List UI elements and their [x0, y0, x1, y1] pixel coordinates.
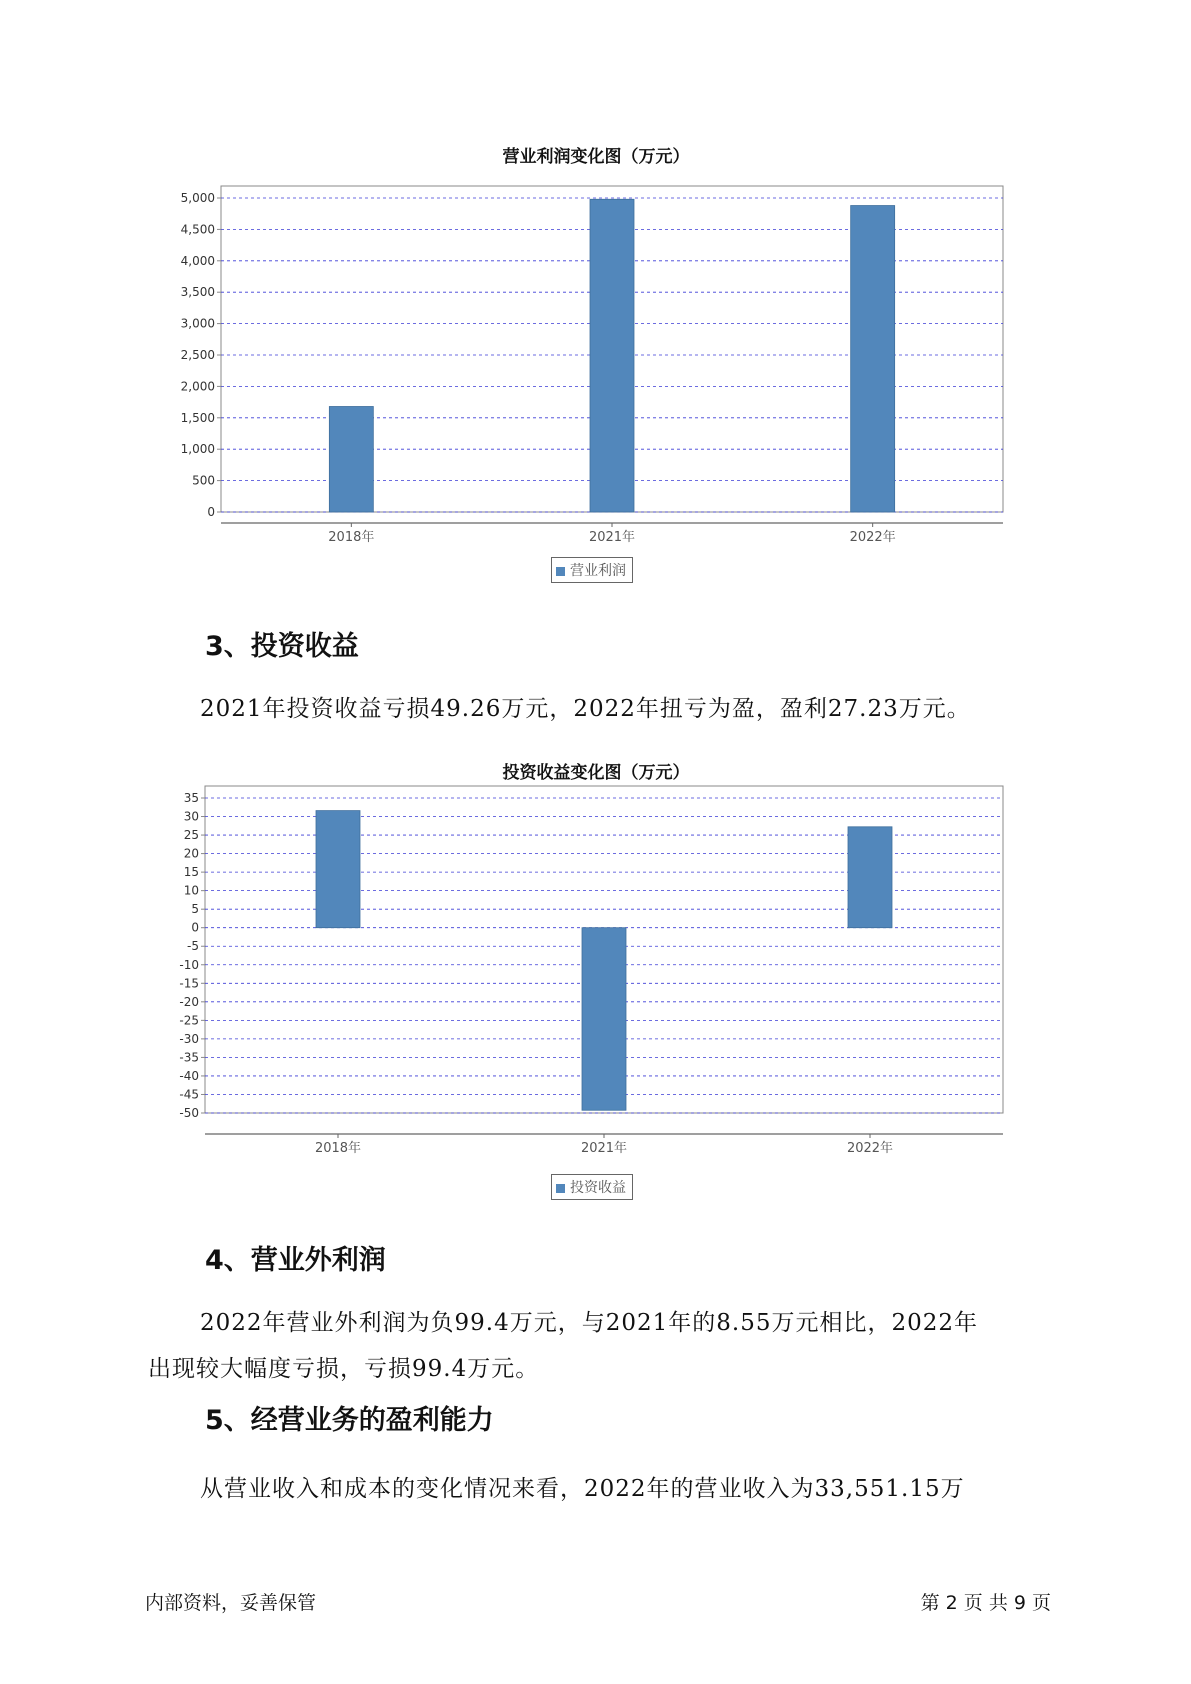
- y-tick-label: 15: [183, 865, 199, 880]
- bar-2022年: [848, 827, 892, 928]
- y-tick-label: -30: [179, 1031, 199, 1046]
- x-tick-label: 2021年: [588, 530, 636, 545]
- section-4-paragraph-line2: 出现较大幅度亏损，亏损99.4万元。: [148, 1356, 540, 1382]
- section-4-heading: 4、营业外利润: [205, 1245, 386, 1276]
- section-5-paragraph: 从营业收入和成本的变化情况来看，2022年的营业收入为33,551.15万: [200, 1476, 965, 1502]
- section-5-heading: 5、经营业务的盈利能力: [205, 1405, 494, 1436]
- y-tick-label: 30: [183, 809, 199, 824]
- y-tick-label: 25: [183, 828, 199, 843]
- y-tick-label: 5: [191, 902, 199, 917]
- y-tick-label: 4,500: [180, 222, 215, 237]
- y-tick-label: 2,500: [180, 348, 215, 362]
- section-3-heading: 3、投资收益: [205, 631, 359, 662]
- bar-2021年: [582, 928, 626, 1111]
- legend-swatch: [556, 1184, 565, 1193]
- y-tick-label: -20: [179, 994, 199, 1009]
- y-tick-label: 1,500: [180, 410, 215, 425]
- y-tick-label: -50: [179, 1106, 199, 1120]
- y-tick-label: 10: [183, 883, 199, 898]
- chart2-legend-label: 投资收益: [570, 1180, 626, 1196]
- y-tick-label: -5: [187, 939, 199, 954]
- x-tick-label: 2018年: [314, 1141, 362, 1156]
- chart1-legend-label: 营业利润: [570, 563, 626, 579]
- y-tick-label: -25: [179, 1013, 199, 1028]
- x-tick-label: 2021年: [580, 1141, 628, 1156]
- y-tick-label: -35: [179, 1050, 199, 1065]
- y-tick-label: -10: [179, 957, 199, 972]
- y-tick-label: -40: [179, 1068, 199, 1083]
- section-3-paragraph: 2021年投资收益亏损49.26万元，2022年扭亏为盈，盈利27.23万元。: [200, 696, 971, 722]
- y-tick-label: 1,000: [180, 442, 215, 457]
- section-4-paragraph-line1: 2022年营业外利润为负99.4万元，与2021年的8.55万元相比，2022年: [200, 1310, 979, 1336]
- y-tick-label: 4,000: [180, 253, 215, 268]
- y-tick-label: 2,000: [180, 379, 215, 394]
- x-tick-label: 2018年: [328, 530, 375, 545]
- y-tick-label: -45: [179, 1087, 199, 1102]
- y-tick-label: 0: [207, 505, 215, 519]
- y-tick-label: 3,500: [180, 285, 215, 300]
- footer-confidential: 内部资料，妥善保管: [145, 1592, 317, 1614]
- bar-2018年: [316, 811, 360, 928]
- y-tick-label: 5,000: [180, 191, 215, 205]
- y-tick-label: 20: [183, 846, 199, 861]
- y-tick-label: 0: [191, 920, 199, 935]
- footer-page-number: 第 2 页 共 9 页: [920, 1592, 1051, 1614]
- y-tick-label: 500: [192, 473, 215, 488]
- chart2-legend: [551, 1174, 633, 1200]
- chart2-title: 投资收益变化图（万元）: [502, 763, 690, 783]
- x-tick-label: 2022年: [849, 530, 896, 545]
- y-tick-label: 35: [183, 791, 199, 805]
- y-tick-label: -15: [179, 976, 199, 991]
- chart1-title: 营业利润变化图（万元）: [502, 147, 690, 167]
- x-tick-label: 2022年: [846, 1141, 894, 1156]
- y-tick-label: 3,000: [180, 316, 215, 331]
